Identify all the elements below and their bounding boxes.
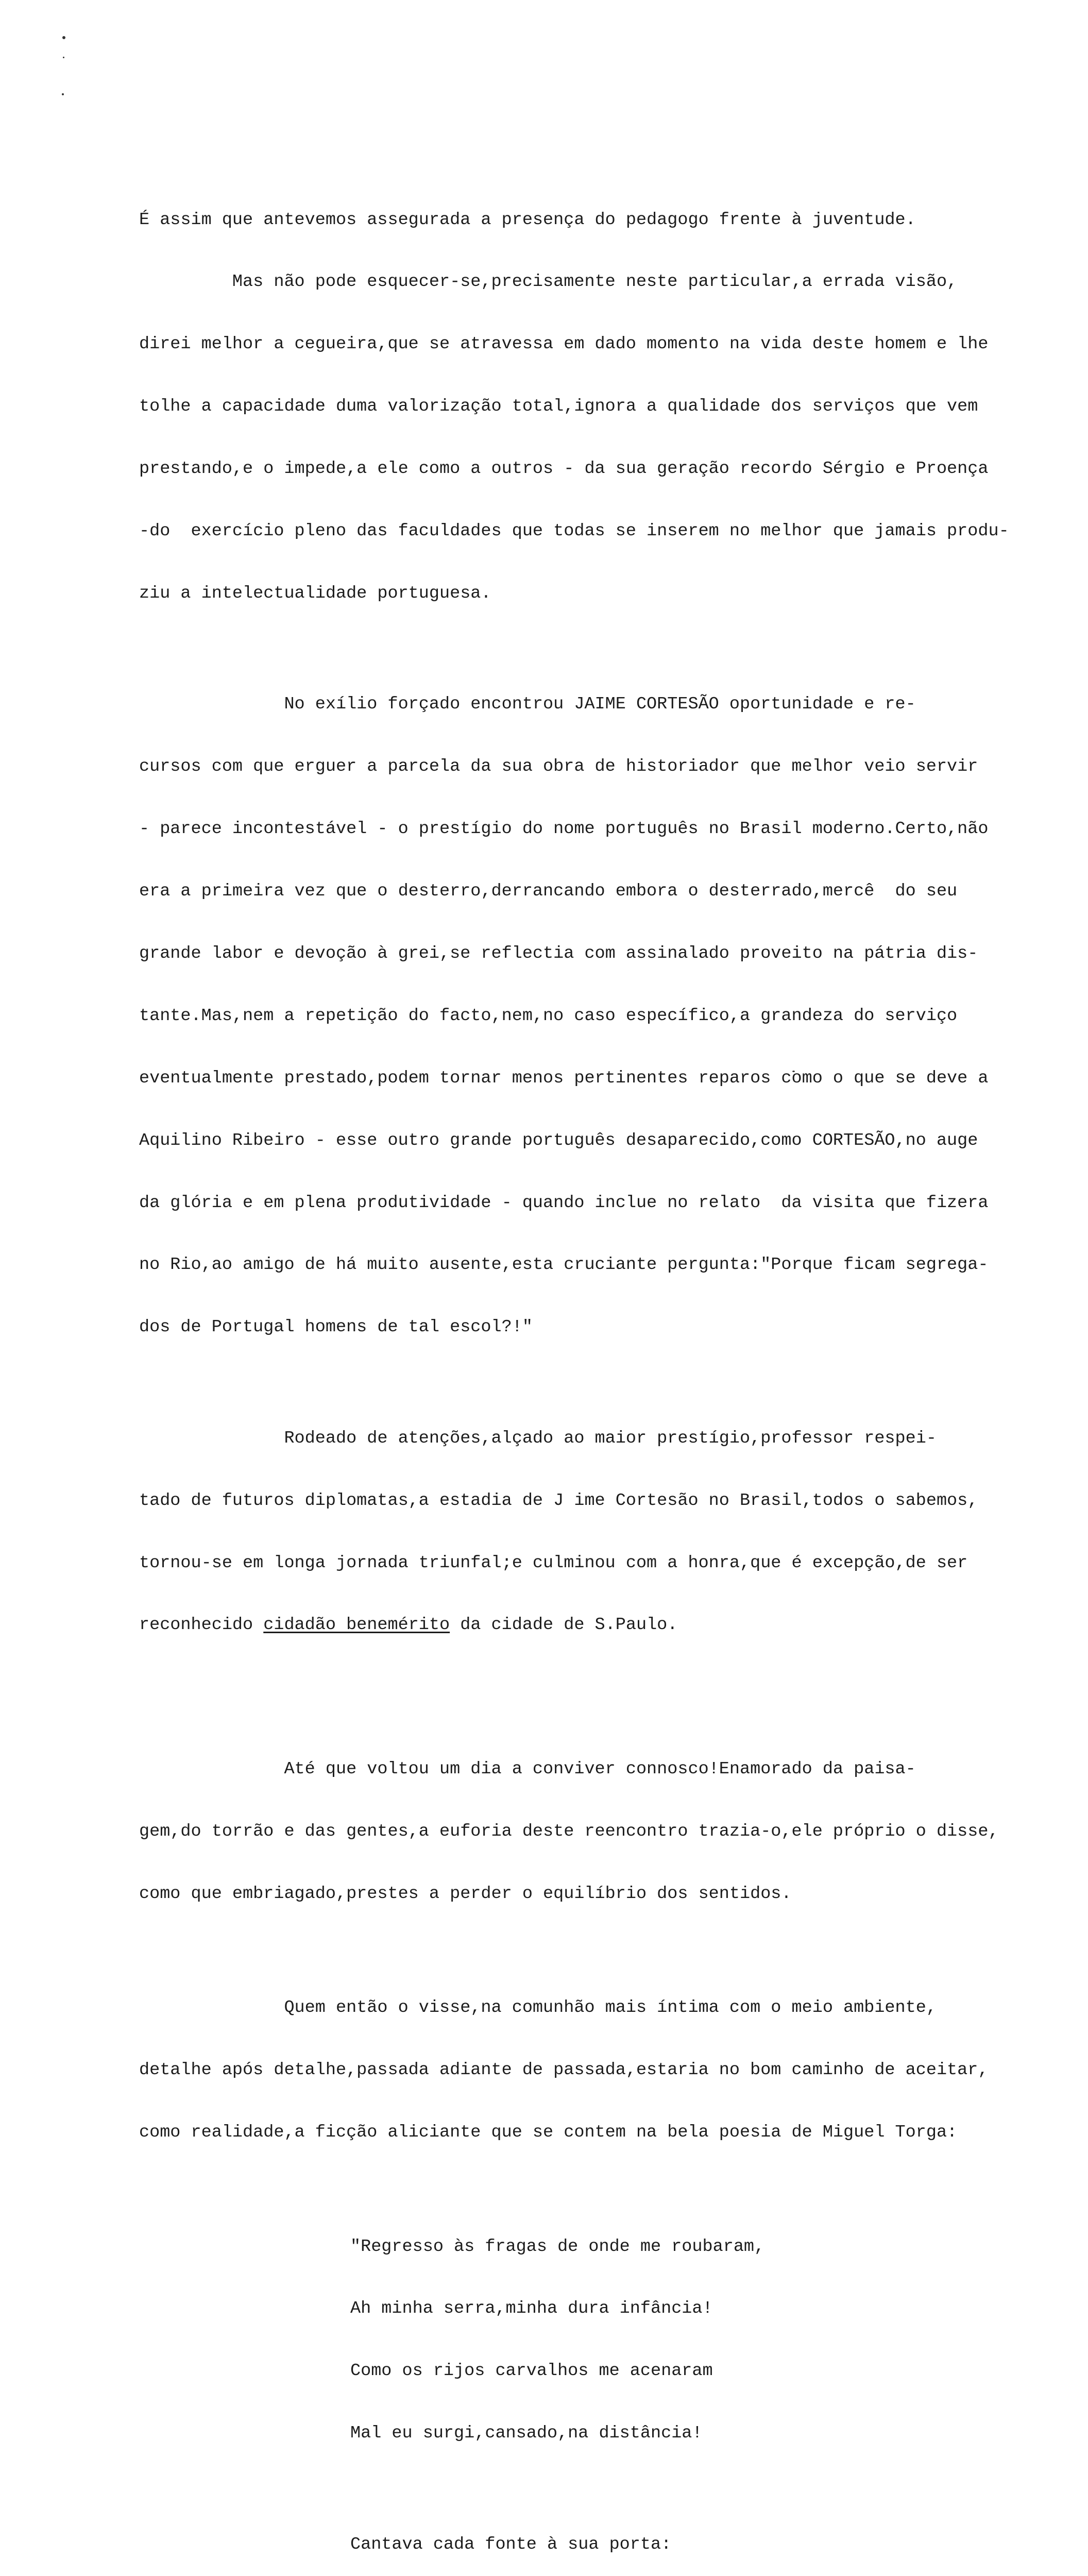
text-line: No exílio forçado encontrou JAIME CORTESÃO oportunidade e re-: [139, 694, 916, 715]
paragraph: [139, 168, 1061, 646]
text-line: grande labor e devoção à grei,se reflectia com assinalado proveito na pátria dis-: [139, 943, 978, 963]
text-line: É assim que antevemos assegurada a presença do pedagogo frente à juventude.: [139, 210, 916, 230]
text-line: [139, 1615, 1061, 1635]
text-line: como realidade,a ficção aliciante que se contem na bela poesia de Miguel Torga:: [139, 2123, 958, 2143]
text-line: cursos com que erguer a parcela da sua obra de historiador que melhor veio servir: [139, 757, 978, 777]
text-line: - parece incontestável - o prestígio do nome português no Brasil moderno.Certo,não: [139, 819, 989, 839]
text-line: da glória e em plena produtividade - quando inclue no relato da visita que fizera: [139, 1193, 989, 1213]
page-mark: [62, 93, 64, 95]
text-line: era a primeira vez que o desterro,derrancando embora o desterrado,mercê do seu: [139, 882, 958, 902]
page-mark: [62, 36, 65, 39]
text-line: Até que voltou um dia a conviver connosco!Enamorado da paisa-: [139, 1759, 916, 1779]
text-line: tante.Mas,nem a repetição do facto,nem,no caso específico,a grandeza do serviço: [139, 1006, 958, 1026]
paragraph: [139, 1717, 1061, 1945]
text-fragment: da cidade de S.Paulo.: [450, 1615, 678, 1635]
text-fragment: reconhecido: [139, 1615, 264, 1635]
text-line: Mas não pode esquecer-se,precisamente neste particular,a errada visão,: [139, 272, 958, 292]
document-body: [139, 168, 1061, 2576]
underlined-title: cidadão benemérito: [263, 1615, 450, 1635]
paragraph: [139, 1956, 1061, 2184]
paragraph: [139, 1386, 1061, 1677]
text-line: -do exercício pleno das faculdades que todas se inserem no melhor que jamais produ-: [139, 521, 1009, 541]
text-line: ziu a intelectualidade portuguesa.: [139, 583, 491, 603]
text-line: tolhe a capacidade duma valorização total,ignora a qualidade dos serviços que vem: [139, 397, 978, 417]
paragraph: [139, 653, 1061, 1379]
text-line: direi melhor a cegueira,que se atravessa em dado momento na vida deste homem e lhe: [139, 334, 989, 354]
text-line: Quem então o visse,na comunhão mais íntima com o meio ambiente,: [139, 1998, 937, 2018]
poem-stanza: [139, 2493, 1061, 2576]
poem-line: Mal eu surgi,cansado,na distância!: [350, 2424, 703, 2444]
text-line: Aquilino Ribeiro - esse outro grande português desaparecido,como CORTESÃO,no auge: [139, 1130, 978, 1150]
text-line: tornou-se em longa jornada triunfal;e culminou com a honra,que é excepção,de ser: [139, 1553, 968, 1573]
poem-line: Ah minha serra,minha dura infância!: [350, 2299, 713, 2319]
text-line: eventualmente prestado,podem tornar menos pertinentes reparos como o que se deve a: [139, 1068, 989, 1088]
poem-line: Como os rijos carvalhos me acenaram: [350, 2361, 713, 2381]
text-line: como que embriagado,prestes a perder o equilíbrio dos sentidos.: [139, 1884, 792, 1904]
text-line: prestando,e o impede,a ele como a outros - da sua geração recordo Sérgio e Proença: [139, 459, 989, 479]
poem-stanza: [139, 2195, 1061, 2485]
text-line: tado de futuros diplomatas,a estadia de J ime Cortesão no Brasil,todos o sabemos,: [139, 1490, 978, 1511]
text-line: no Rio,ao amigo de há muito ausente,esta cruciante pergunta:"Porque ficam segrega-: [139, 1255, 989, 1275]
poem-line: "Regresso às fragas de onde me roubaram,: [350, 2236, 765, 2257]
text-line: Rodeado de atenções,alçado ao maior prestígio,professor respei-: [139, 1428, 937, 1448]
page-mark: [63, 57, 64, 58]
text-line: gem,do torrão e das gentes,a euforia deste reencontro trazia-o,ele próprio o disse,: [139, 1821, 999, 1841]
text-line: dos de Portugal homens de tal escol?!": [139, 1317, 533, 1337]
poem-line: Cantava cada fonte à sua porta:: [350, 2534, 672, 2554]
text-line: detalhe após detalhe,passada adiante de passada,estaria no bom caminho de aceitar,: [139, 2060, 989, 2080]
